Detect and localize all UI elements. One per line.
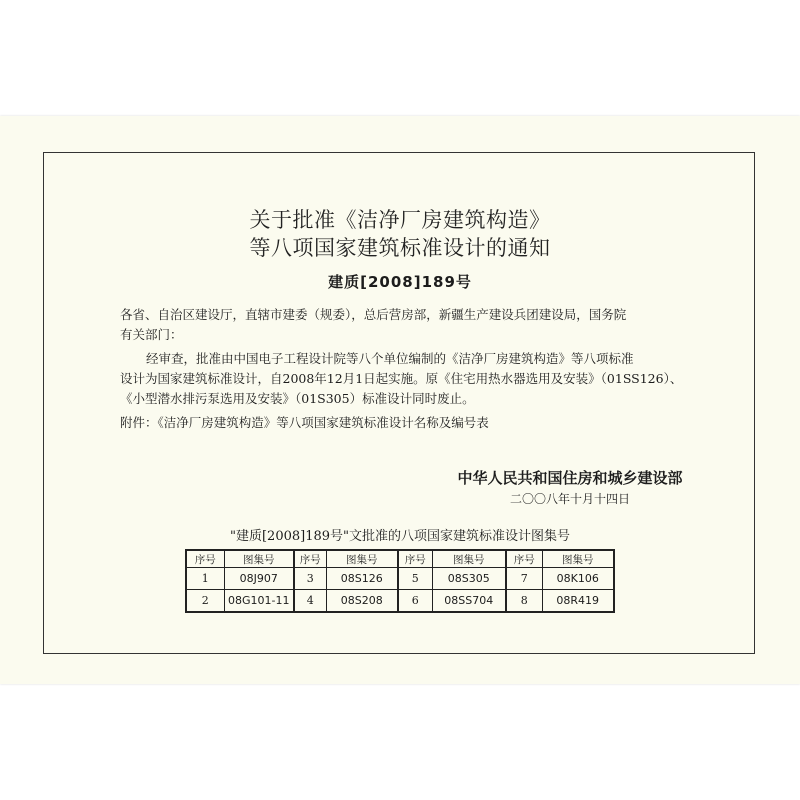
body-line-approval: 经审查，批准由中国电子工程设计院等八个单位编制的《洁净厂房建筑构造》等八项标准 — [146, 351, 634, 366]
code-cell: 08SS704 — [432, 590, 506, 613]
code-cell: 08R419 — [542, 590, 614, 613]
issuing-authority: 中华人民共和国住房和城乡建设部 — [457, 469, 683, 487]
seq-cell: 5 — [398, 568, 432, 590]
seq-cell: 3 — [294, 568, 326, 590]
seq-cell: 6 — [398, 590, 432, 613]
notice-title-line-2: 等八项国家建筑标准设计的通知 — [249, 236, 551, 260]
table-row — [186, 590, 614, 613]
header-seq: 序号 — [506, 550, 542, 568]
table-header-row — [186, 550, 614, 568]
code-cell: 08G101-11 — [224, 590, 294, 613]
code-cell: 08S305 — [432, 568, 506, 590]
code-cell: 08K106 — [542, 568, 614, 590]
header-code: 图集号 — [224, 550, 294, 568]
body-line-attachment: 附件：《洁净厂房建筑构造》等八项国家建筑标准设计名称及编号表 — [120, 415, 489, 430]
header-code: 图集号 — [432, 550, 506, 568]
table-caption: "建质[2008]189号"文批准的八项国家建筑标准设计图集号 — [230, 529, 570, 544]
issue-date: 二〇〇八年十月十四日 — [509, 492, 630, 506]
body-line-abolished: 《小型潜水排污泵选用及安装》（01S305）标准设计同时废止。 — [120, 391, 475, 406]
header-code: 图集号 — [326, 550, 398, 568]
atlas-number-table — [185, 549, 615, 613]
table-row — [186, 568, 614, 590]
code-cell: 08S126 — [326, 568, 398, 590]
body-line-effective-date: 设计为国家建筑标准设计，自2008年12月1日起实施。原《住宅用热水器选用及安装》（01SS126）、 — [120, 371, 683, 386]
seq-cell: 2 — [186, 590, 224, 613]
seq-cell: 4 — [294, 590, 326, 613]
code-cell: 08J907 — [224, 568, 294, 590]
body-line-addressees-cont: 有关部门： — [120, 327, 183, 342]
notice-title-line-1: 关于批准《洁净厂房建筑构造》 — [249, 208, 551, 232]
body-line-addressees: 各省、自治区建设厅，直辖市建委（规委），总后营房部，新疆生产建设兵团建设局，国务院 — [120, 307, 627, 322]
document-number: 建质[2008]189号 — [328, 273, 472, 291]
header-seq: 序号 — [186, 550, 224, 568]
seq-cell: 7 — [506, 568, 542, 590]
seq-cell: 8 — [506, 590, 542, 613]
header-code: 图集号 — [542, 550, 614, 568]
code-cell: 08S208 — [326, 590, 398, 613]
header-seq: 序号 — [398, 550, 432, 568]
seq-cell: 1 — [186, 568, 224, 590]
header-seq: 序号 — [294, 550, 326, 568]
